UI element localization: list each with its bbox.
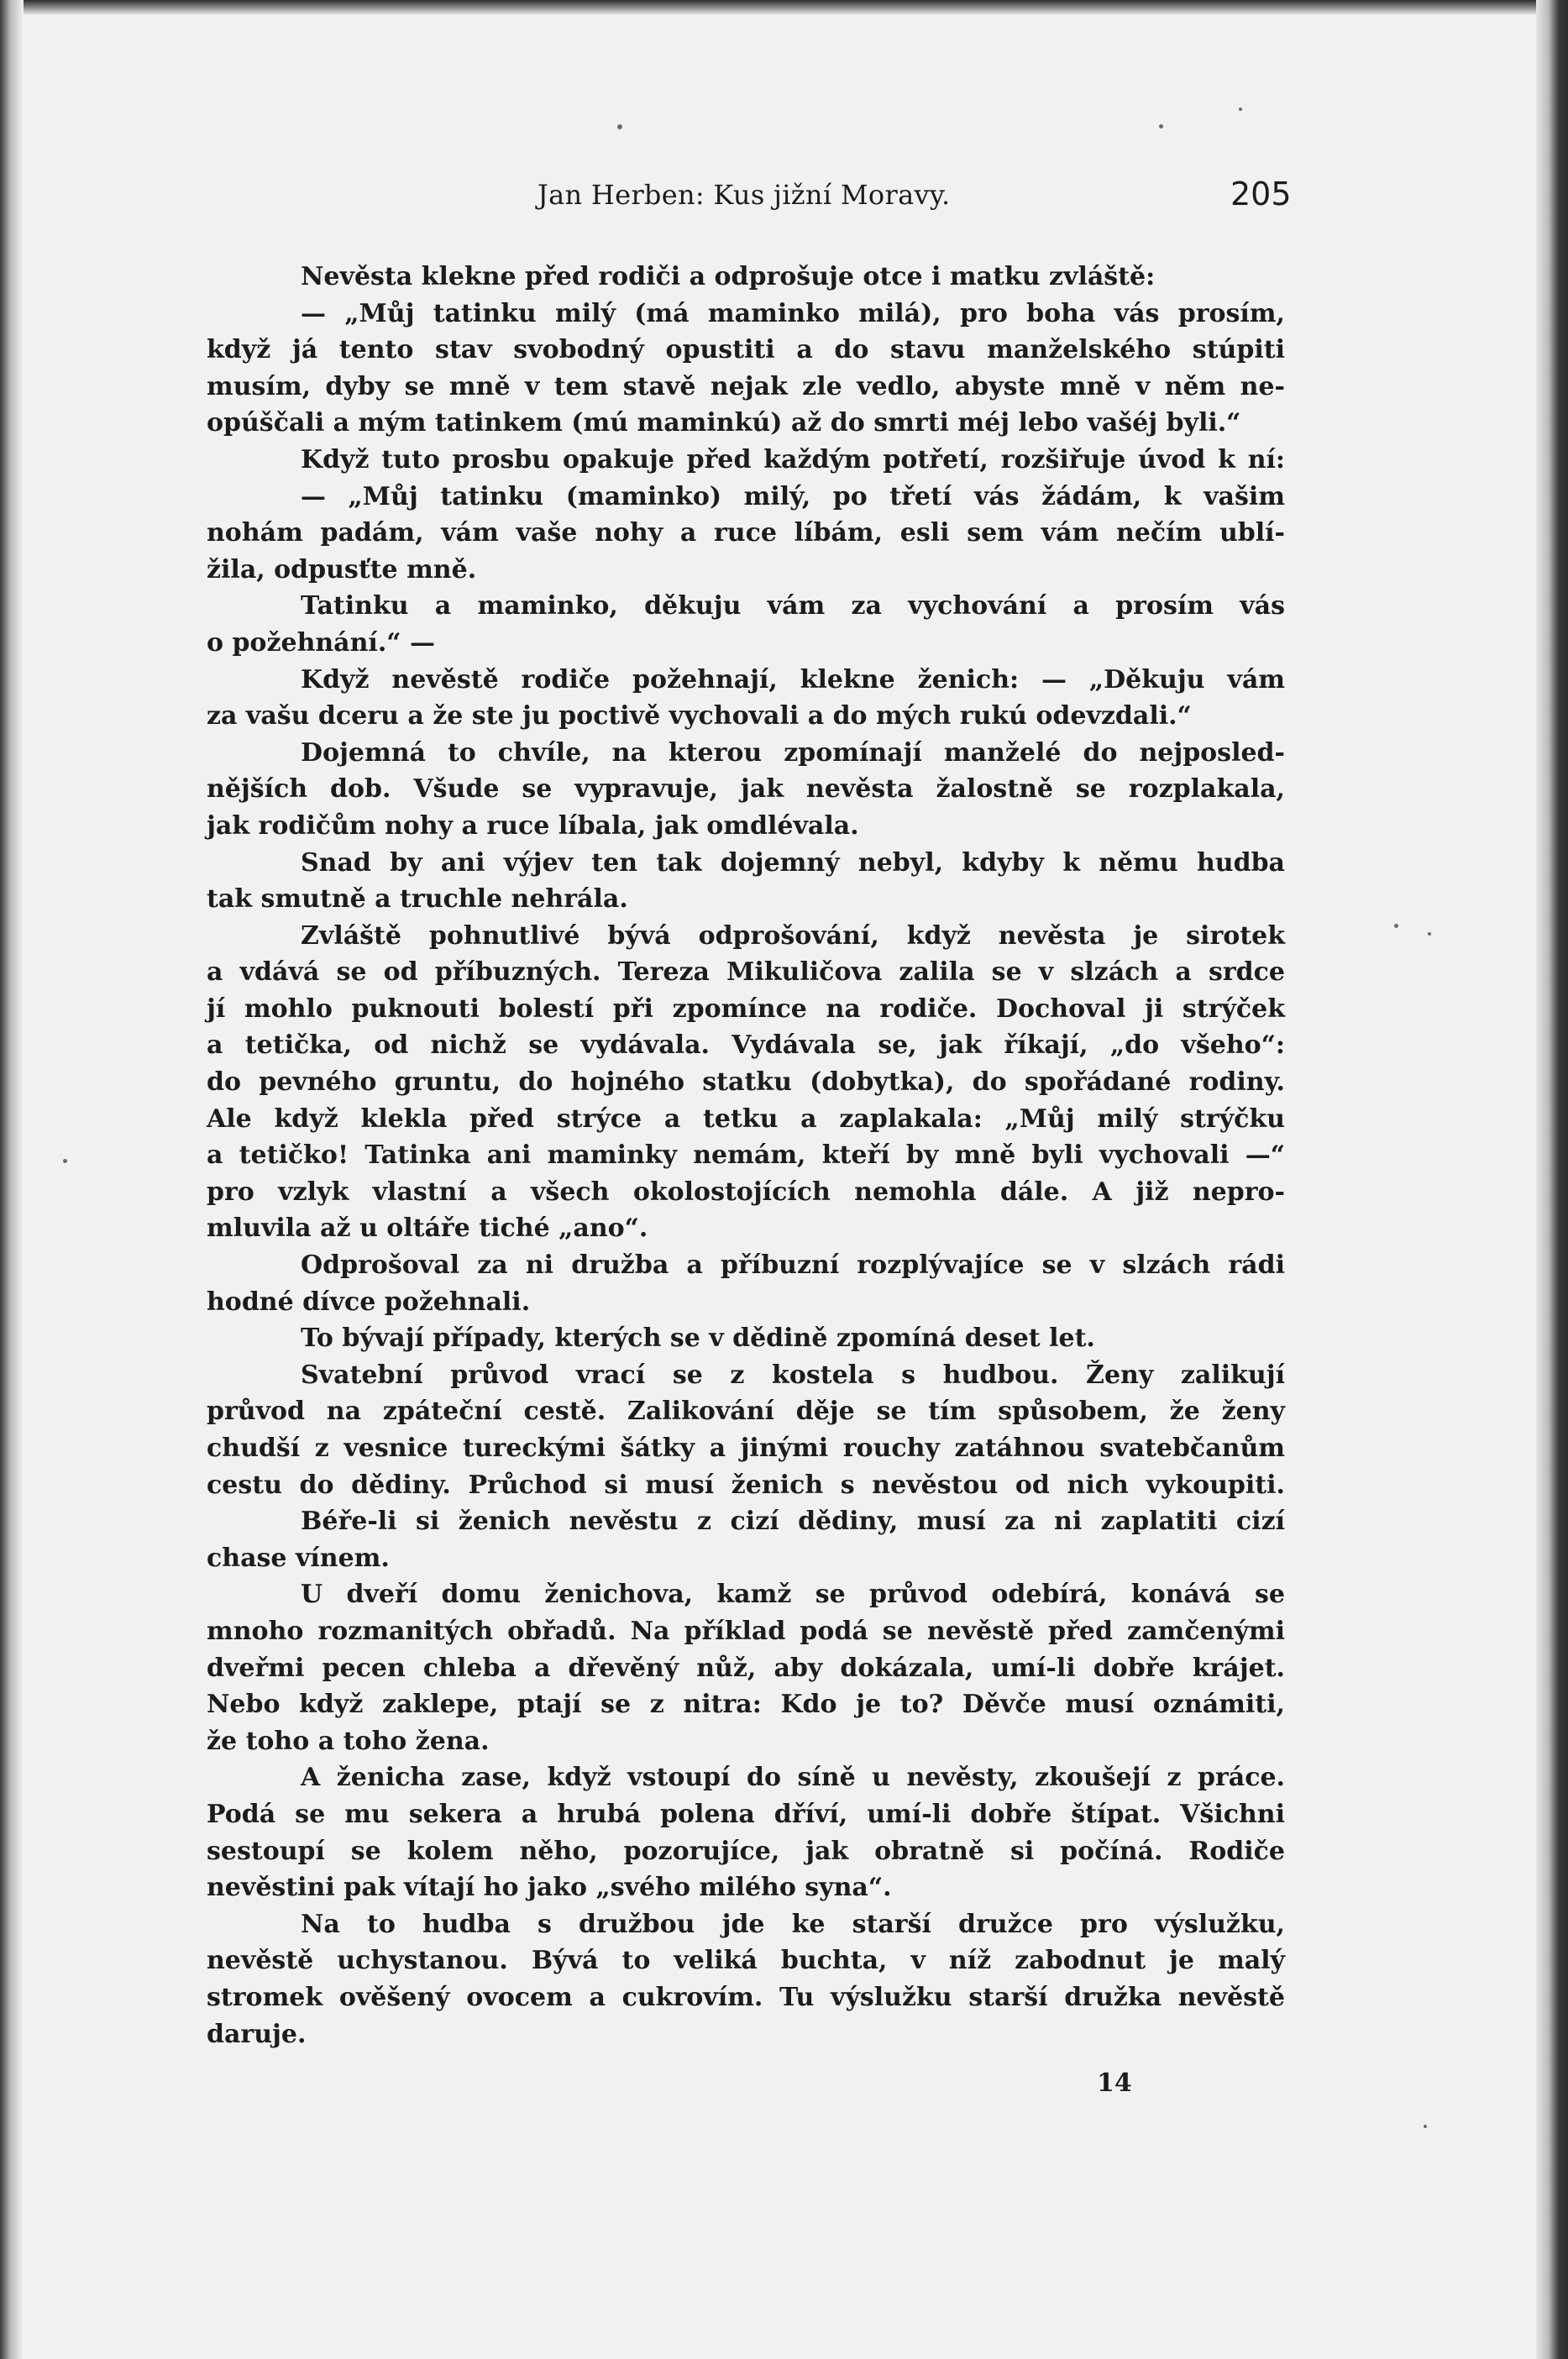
text-line: musím, dyby se mně v tem stavě nejak zle vedlo, abyste mně v něm ne-	[207, 371, 1285, 401]
text-line: za vašu dceru a že ste ju poctivě vychovali a do mých rukú odevzdali.“	[207, 701, 1192, 731]
text-line: a tetička, od nichž se vydávala. Vydávala se, jak říkají, „do všeho“:	[207, 1030, 1285, 1061]
text-line: chudší z vesnice tureckými šátky a jinými rouchy zatáhnou svatebčanům	[207, 1434, 1285, 1463]
text-line: Podá se mu sekera a hrubá polena dříví, umí-li dobře štípat. Všichni	[207, 1799, 1285, 1829]
body-text	[207, 259, 1285, 2052]
text-line: nohám padám, vám vaše nohy a ruce líbám, esli sem vám nečím ublí-	[207, 518, 1285, 548]
page-number: 205	[1230, 176, 1292, 212]
text-line: průvod na zpáteční cestě. Zalikování děje se tím spůsobem, že ženy	[207, 1397, 1285, 1427]
text-line: U dveří domu ženichova, kamž se průvod odebírá, konává se	[301, 1580, 1285, 1610]
text-line: Na to hudba s družbou jde ke starší družce pro výslužku,	[301, 1909, 1285, 1939]
page-header	[0, 172, 1568, 223]
scan-speck	[63, 1159, 67, 1163]
scan-speck	[1239, 107, 1242, 111]
text-line: tak smutně a truchle nehrála.	[207, 884, 628, 915]
text-line: Snad by ani výjev ten tak dojemný nebyl, kdyby k němu hudba	[301, 847, 1285, 878]
text-line: Odprošoval za ni družba a příbuzní rozplývajíce se v slzách rádi	[301, 1250, 1285, 1281]
text-line: Nevěsta klekne před rodiči a odprošuje otce i matku zvláště:	[301, 262, 1156, 291]
text-line: Když nevěstě rodiče požehnají, klekne ženich: — „Děkuju vám	[301, 664, 1285, 695]
text-line: cestu do dědiny. Průchod si musí ženich s nevěstou od nich vykoupiti.	[207, 1470, 1285, 1500]
text-line: Svatební průvod vrací se z kostela s hudbou. Ženy zalikují	[301, 1360, 1285, 1390]
text-line: pro vzlyk vlastní a všech okolostojících nemohla dále. A již nepro-	[207, 1177, 1285, 1207]
text-line: sestoupí se kolem něho, pozorujíce, jak obratně si počíná. Rodiče	[207, 1836, 1285, 1866]
running-head: Jan Herben: Kus jižní Moravy.	[538, 179, 951, 211]
text-line: mnoho rozmanitých obřadů. Na příklad podá se nevěstě před zamčenými	[207, 1616, 1285, 1646]
text-line: nějších dob. Všude se vypravuje, jak nevěsta žalostně se rozplakala,	[207, 774, 1285, 805]
text-line: opúščali a mým tatinkem (mú maminkú) až do smrti méj lebo vašéj byli.“	[207, 408, 1241, 438]
text-line: Dojemná to chvíle, na kterou zpomínají manželé do nejposled-	[301, 737, 1285, 768]
text-line: Ale když klekla před strýce a tetku a zaplakala: „Můj milý strýčku	[207, 1103, 1285, 1134]
text-line: chase vínem.	[207, 1543, 390, 1573]
text-line: a tetičko! Tatinka ani maminky nemám, kteří by mně byli vychovali —“	[207, 1140, 1285, 1171]
text-line: Béře-li si ženich nevěstu z cizí dědiny, musí za ni zaplatiti cizí	[301, 1507, 1285, 1537]
text-line: — „Můj tatinku (maminko) milý, po třetí vás žádám, k vašim	[301, 481, 1285, 511]
text-line: Tatinku a maminko, děkuju vám za vychování a prosím vás	[301, 591, 1285, 621]
text-line: A ženicha zase, když vstoupí do síně u nevěsty, zkoušejí z práce.	[301, 1763, 1285, 1793]
text-line: jak rodičům nohy a ruce líbala, jak omdlévala.	[207, 810, 859, 841]
text-line: daruje.	[207, 2019, 307, 2049]
text-line: a vdává se od příbuzných. Tereza Mikuličova zalila se v slzách a srdce	[207, 957, 1285, 988]
text-line: nevěstě uchystanou. Bývá to veliká buchta, v níž zabodnut je malý	[207, 1946, 1285, 1976]
text-line: že toho a toho žena.	[207, 1726, 490, 1756]
text-line: jí mohlo puknouti bolestí při zpomínce na rodiče. Dochoval ji strýček	[207, 993, 1285, 1024]
text-line: stromek ověšený ovocem a cukrovím. Tu výslužku starší družka nevěstě	[207, 1982, 1285, 2012]
text-line: do pevného gruntu, do hojného statku (dobytka), do spořádané rodiny.	[207, 1067, 1285, 1098]
scan-speck	[1394, 924, 1398, 928]
text-line: žila, odpusťte mně.	[207, 554, 477, 585]
text-line: Zvláště pohnutlivé bývá odprošování, když nevěsta je sirotek	[301, 920, 1285, 951]
scan-speck	[1428, 932, 1431, 936]
text-line: mluvila až u oltáře tiché „ano“.	[207, 1214, 648, 1244]
scan-right-edge	[1536, 0, 1568, 2359]
text-line: Nebo když zaklepe, ptají se z nitra: Kdo je to? Děvče musí oznámiti,	[207, 1690, 1285, 1720]
scan-speck	[1424, 2125, 1427, 2128]
scan-top-edge	[0, 0, 1568, 15]
text-line: — „Můj tatinku milý (má maminko milá), pro boha vás prosím,	[301, 298, 1285, 328]
text-line: o požehnání.“ —	[207, 627, 435, 658]
text-line: To bývají případy, kterých se v dědině zpomíná deset let.	[301, 1324, 1095, 1354]
text-line: když já tento stav svobodný opustiti a do stavu manželského stúpiti	[207, 335, 1285, 365]
scan-speck	[1159, 124, 1163, 128]
printer-signature-mark: 14	[1097, 2068, 1132, 2098]
scan-left-edge	[0, 0, 24, 2359]
text-line: nevěstini pak vítají ho jako „svého milého syna“.	[207, 1873, 892, 1903]
text-line: Když tuto prosbu opakuje před každým potřetí, rozšiřuje úvod k ní:	[301, 444, 1285, 474]
text-line: dveřmi pecen chleba a dřevěný nůž, aby dokázala, umí-li dobře krájet.	[207, 1653, 1285, 1683]
scan-speck	[617, 124, 622, 129]
text-line: hodné dívce požehnali.	[207, 1287, 531, 1317]
